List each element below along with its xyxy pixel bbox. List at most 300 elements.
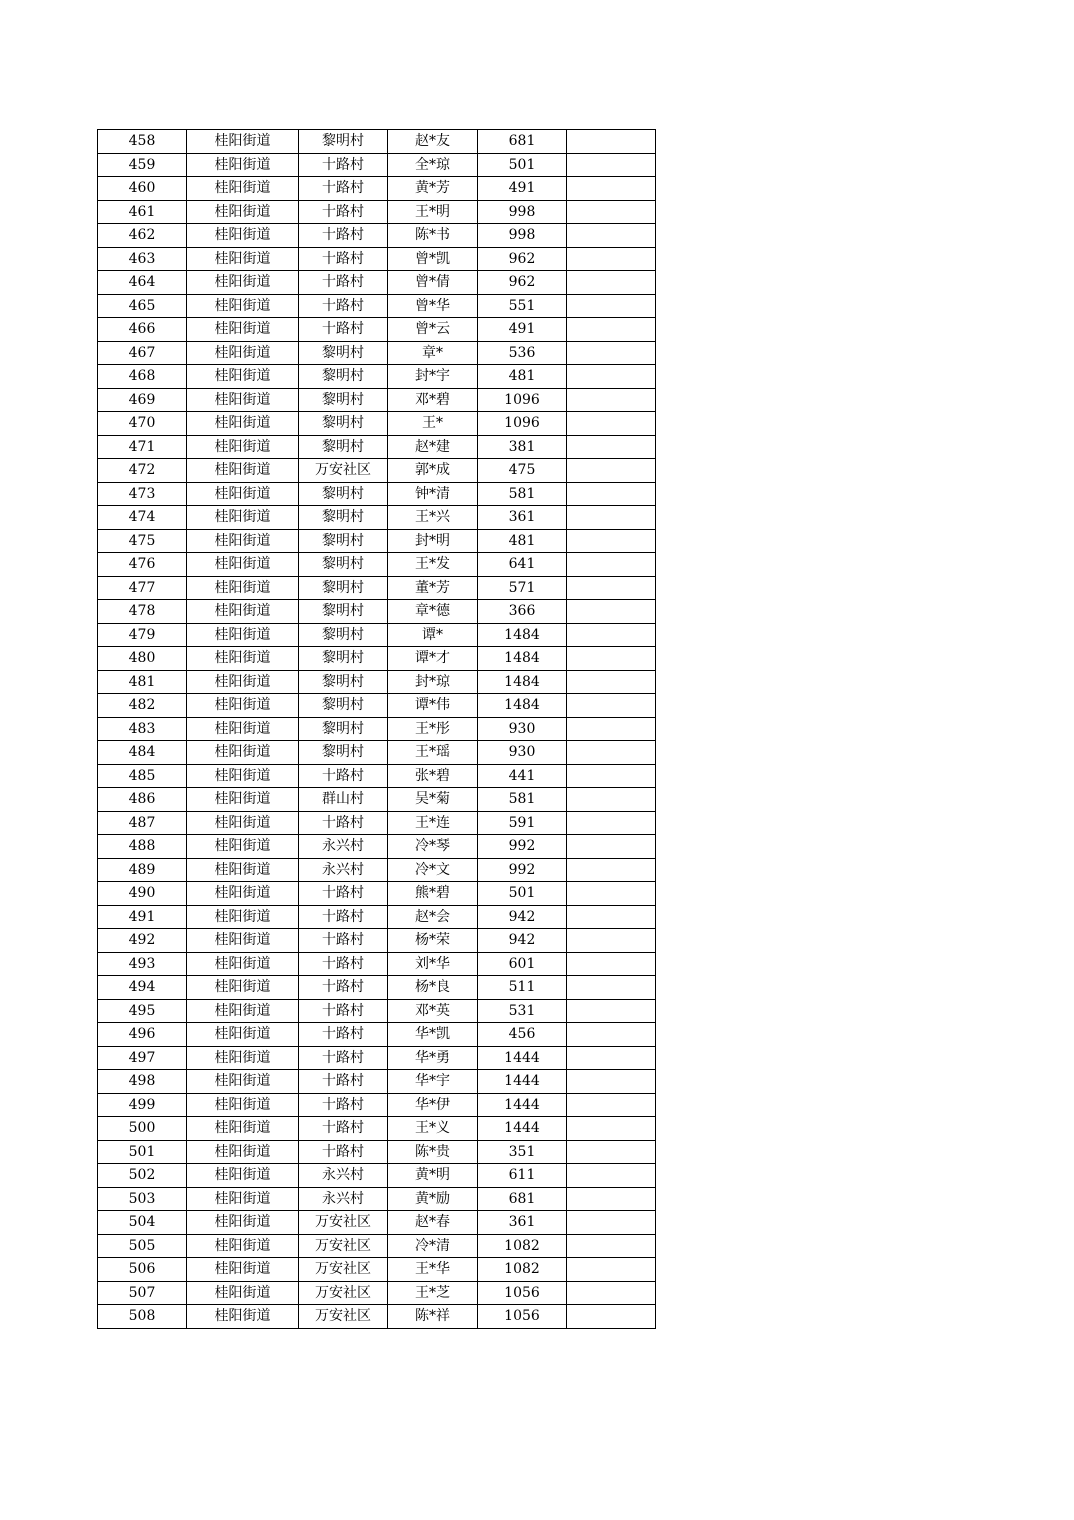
- cell-remark: [567, 858, 656, 882]
- cell-amount: 531: [478, 999, 567, 1023]
- cell-village: 十路村: [299, 976, 388, 1000]
- cell-remark: [567, 130, 656, 154]
- table-row: [98, 670, 656, 694]
- cell-village: 黎明村: [299, 529, 388, 553]
- cell-amount: 591: [478, 811, 567, 835]
- cell-amount: 611: [478, 1164, 567, 1188]
- cell-remark: [567, 741, 656, 765]
- table-row: [98, 1281, 656, 1305]
- cell-amount: 536: [478, 341, 567, 365]
- cell-village: 黎明村: [299, 647, 388, 671]
- cell-subdistrict: 桂阳街道: [187, 835, 299, 859]
- cell-name: 王*义: [388, 1117, 478, 1141]
- cell-name: 王*彤: [388, 717, 478, 741]
- cell-index: 506: [98, 1258, 187, 1282]
- cell-name: 杨*荣: [388, 929, 478, 953]
- cell-remark: [567, 1046, 656, 1070]
- cell-index: 492: [98, 929, 187, 953]
- cell-name: 赵*会: [388, 905, 478, 929]
- cell-index: 487: [98, 811, 187, 835]
- cell-village: 十路村: [299, 200, 388, 224]
- cell-index: 500: [98, 1117, 187, 1141]
- cell-index: 485: [98, 764, 187, 788]
- cell-amount: 962: [478, 271, 567, 295]
- table-row: [98, 647, 656, 671]
- cell-index: 484: [98, 741, 187, 765]
- cell-subdistrict: 桂阳街道: [187, 1305, 299, 1329]
- cell-amount: 1444: [478, 1046, 567, 1070]
- cell-index: 466: [98, 318, 187, 342]
- cell-index: 462: [98, 224, 187, 248]
- table-row: [98, 835, 656, 859]
- cell-village: 十路村: [299, 247, 388, 271]
- cell-name: 邓*碧: [388, 388, 478, 412]
- cell-village: 永兴村: [299, 858, 388, 882]
- cell-village: 十路村: [299, 952, 388, 976]
- cell-subdistrict: 桂阳街道: [187, 247, 299, 271]
- cell-index: 481: [98, 670, 187, 694]
- table-row: [98, 999, 656, 1023]
- cell-village: 永兴村: [299, 1164, 388, 1188]
- cell-village: 十路村: [299, 1046, 388, 1070]
- cell-name: 熊*碧: [388, 882, 478, 906]
- cell-remark: [567, 1164, 656, 1188]
- cell-index: 501: [98, 1140, 187, 1164]
- cell-amount: 366: [478, 600, 567, 624]
- cell-index: 463: [98, 247, 187, 271]
- cell-village: 黎明村: [299, 506, 388, 530]
- cell-amount: 571: [478, 576, 567, 600]
- cell-remark: [567, 1187, 656, 1211]
- cell-subdistrict: 桂阳街道: [187, 153, 299, 177]
- cell-remark: [567, 247, 656, 271]
- cell-index: 502: [98, 1164, 187, 1188]
- cell-amount: 992: [478, 858, 567, 882]
- cell-amount: 1484: [478, 623, 567, 647]
- cell-amount: 441: [478, 764, 567, 788]
- cell-remark: [567, 929, 656, 953]
- cell-remark: [567, 882, 656, 906]
- cell-index: 493: [98, 952, 187, 976]
- cell-remark: [567, 412, 656, 436]
- cell-name: 冷*清: [388, 1234, 478, 1258]
- cell-index: 496: [98, 1023, 187, 1047]
- cell-amount: 491: [478, 177, 567, 201]
- cell-village: 黎明村: [299, 435, 388, 459]
- cell-remark: [567, 459, 656, 483]
- cell-remark: [567, 365, 656, 389]
- cell-subdistrict: 桂阳街道: [187, 600, 299, 624]
- cell-index: 465: [98, 294, 187, 318]
- cell-subdistrict: 桂阳街道: [187, 1187, 299, 1211]
- cell-remark: [567, 952, 656, 976]
- cell-index: 499: [98, 1093, 187, 1117]
- cell-index: 469: [98, 388, 187, 412]
- cell-amount: 581: [478, 788, 567, 812]
- table-row: [98, 341, 656, 365]
- cell-index: 461: [98, 200, 187, 224]
- table-row: [98, 247, 656, 271]
- table-row: [98, 576, 656, 600]
- cell-subdistrict: 桂阳街道: [187, 482, 299, 506]
- table-row: [98, 130, 656, 154]
- cell-subdistrict: 桂阳街道: [187, 670, 299, 694]
- cell-index: 459: [98, 153, 187, 177]
- table-row: [98, 882, 656, 906]
- cell-amount: 511: [478, 976, 567, 1000]
- cell-remark: [567, 318, 656, 342]
- cell-amount: 681: [478, 1187, 567, 1211]
- cell-subdistrict: 桂阳街道: [187, 435, 299, 459]
- table-row: [98, 694, 656, 718]
- table-row: [98, 623, 656, 647]
- cell-amount: 601: [478, 952, 567, 976]
- cell-name: 陈*贵: [388, 1140, 478, 1164]
- cell-remark: [567, 1305, 656, 1329]
- cell-remark: [567, 388, 656, 412]
- cell-subdistrict: 桂阳街道: [187, 506, 299, 530]
- cell-subdistrict: 桂阳街道: [187, 412, 299, 436]
- table-row: [98, 1117, 656, 1141]
- cell-name: 钟*清: [388, 482, 478, 506]
- cell-amount: 381: [478, 435, 567, 459]
- cell-village: 十路村: [299, 905, 388, 929]
- cell-name: 王*兴: [388, 506, 478, 530]
- cell-name: 王*瑶: [388, 741, 478, 765]
- cell-remark: [567, 623, 656, 647]
- cell-amount: 930: [478, 741, 567, 765]
- cell-name: 王*发: [388, 553, 478, 577]
- table-row: [98, 1093, 656, 1117]
- cell-subdistrict: 桂阳街道: [187, 200, 299, 224]
- table-row: [98, 1187, 656, 1211]
- cell-name: 赵*春: [388, 1211, 478, 1235]
- cell-village: 万安社区: [299, 1281, 388, 1305]
- cell-subdistrict: 桂阳街道: [187, 341, 299, 365]
- cell-remark: [567, 1140, 656, 1164]
- cell-subdistrict: 桂阳街道: [187, 929, 299, 953]
- cell-remark: [567, 177, 656, 201]
- cell-index: 507: [98, 1281, 187, 1305]
- table-row: [98, 1211, 656, 1235]
- cell-village: 群山村: [299, 788, 388, 812]
- cell-amount: 942: [478, 929, 567, 953]
- cell-village: 黎明村: [299, 741, 388, 765]
- cell-index: 470: [98, 412, 187, 436]
- cell-remark: [567, 482, 656, 506]
- cell-amount: 1082: [478, 1234, 567, 1258]
- cell-village: 黎明村: [299, 412, 388, 436]
- cell-amount: 681: [478, 130, 567, 154]
- cell-name: 冷*琴: [388, 835, 478, 859]
- cell-subdistrict: 桂阳街道: [187, 999, 299, 1023]
- cell-remark: [567, 1070, 656, 1094]
- cell-amount: 1082: [478, 1258, 567, 1282]
- table-row: [98, 952, 656, 976]
- cell-remark: [567, 670, 656, 694]
- cell-remark: [567, 553, 656, 577]
- table-row: [98, 811, 656, 835]
- cell-name: 华*勇: [388, 1046, 478, 1070]
- cell-village: 黎明村: [299, 694, 388, 718]
- cell-name: 董*芳: [388, 576, 478, 600]
- cell-remark: [567, 506, 656, 530]
- cell-amount: 581: [478, 482, 567, 506]
- cell-remark: [567, 271, 656, 295]
- cell-remark: [567, 811, 656, 835]
- cell-amount: 1444: [478, 1093, 567, 1117]
- cell-index: 505: [98, 1234, 187, 1258]
- cell-village: 黎明村: [299, 600, 388, 624]
- cell-remark: [567, 1023, 656, 1047]
- cell-remark: [567, 224, 656, 248]
- cell-village: 十路村: [299, 318, 388, 342]
- cell-subdistrict: 桂阳街道: [187, 576, 299, 600]
- cell-remark: [567, 905, 656, 929]
- cell-remark: [567, 435, 656, 459]
- cell-index: 475: [98, 529, 187, 553]
- cell-amount: 1056: [478, 1305, 567, 1329]
- cell-index: 460: [98, 177, 187, 201]
- table-row: [98, 1164, 656, 1188]
- cell-amount: 1444: [478, 1117, 567, 1141]
- cell-village: 十路村: [299, 882, 388, 906]
- cell-village: 十路村: [299, 1093, 388, 1117]
- cell-name: 章*: [388, 341, 478, 365]
- cell-index: 508: [98, 1305, 187, 1329]
- cell-village: 永兴村: [299, 1187, 388, 1211]
- cell-subdistrict: 桂阳街道: [187, 623, 299, 647]
- cell-name: 郭*成: [388, 459, 478, 483]
- cell-village: 黎明村: [299, 717, 388, 741]
- cell-village: 黎明村: [299, 670, 388, 694]
- cell-amount: 1096: [478, 388, 567, 412]
- cell-name: 章*德: [388, 600, 478, 624]
- cell-amount: 1096: [478, 412, 567, 436]
- cell-name: 王*芝: [388, 1281, 478, 1305]
- cell-index: 477: [98, 576, 187, 600]
- cell-name: 陈*书: [388, 224, 478, 248]
- cell-amount: 998: [478, 224, 567, 248]
- cell-remark: [567, 200, 656, 224]
- cell-name: 吴*菊: [388, 788, 478, 812]
- cell-amount: 1484: [478, 647, 567, 671]
- cell-name: 谭*: [388, 623, 478, 647]
- table-row: [98, 177, 656, 201]
- cell-remark: [567, 576, 656, 600]
- cell-amount: 942: [478, 905, 567, 929]
- cell-village: 万安社区: [299, 1211, 388, 1235]
- cell-index: 498: [98, 1070, 187, 1094]
- cell-subdistrict: 桂阳街道: [187, 271, 299, 295]
- cell-village: 黎明村: [299, 365, 388, 389]
- table-row: [98, 294, 656, 318]
- cell-subdistrict: 桂阳街道: [187, 1164, 299, 1188]
- cell-subdistrict: 桂阳街道: [187, 952, 299, 976]
- table-row: [98, 388, 656, 412]
- cell-village: 黎明村: [299, 553, 388, 577]
- cell-subdistrict: 桂阳街道: [187, 741, 299, 765]
- table-row: [98, 224, 656, 248]
- cell-village: 十路村: [299, 294, 388, 318]
- cell-amount: 475: [478, 459, 567, 483]
- table-row: [98, 412, 656, 436]
- cell-village: 万安社区: [299, 1305, 388, 1329]
- cell-index: 491: [98, 905, 187, 929]
- cell-name: 曾*华: [388, 294, 478, 318]
- table-row: [98, 600, 656, 624]
- cell-name: 王*明: [388, 200, 478, 224]
- table-row: [98, 741, 656, 765]
- cell-amount: 930: [478, 717, 567, 741]
- cell-subdistrict: 桂阳街道: [187, 788, 299, 812]
- cell-name: 曾*凯: [388, 247, 478, 271]
- cell-village: 万安社区: [299, 1258, 388, 1282]
- cell-village: 十路村: [299, 929, 388, 953]
- cell-subdistrict: 桂阳街道: [187, 1070, 299, 1094]
- cell-subdistrict: 桂阳街道: [187, 130, 299, 154]
- cell-subdistrict: 桂阳街道: [187, 1023, 299, 1047]
- cell-index: 494: [98, 976, 187, 1000]
- table-row: [98, 1258, 656, 1282]
- cell-name: 谭*伟: [388, 694, 478, 718]
- cell-subdistrict: 桂阳街道: [187, 694, 299, 718]
- cell-name: 张*碧: [388, 764, 478, 788]
- cell-index: 473: [98, 482, 187, 506]
- cell-subdistrict: 桂阳街道: [187, 388, 299, 412]
- cell-remark: [567, 694, 656, 718]
- cell-index: 486: [98, 788, 187, 812]
- cell-index: 483: [98, 717, 187, 741]
- cell-index: 476: [98, 553, 187, 577]
- cell-remark: [567, 647, 656, 671]
- table-row: [98, 1140, 656, 1164]
- cell-village: 十路村: [299, 1023, 388, 1047]
- cell-remark: [567, 294, 656, 318]
- table-row: [98, 459, 656, 483]
- cell-index: 489: [98, 858, 187, 882]
- cell-amount: 1484: [478, 670, 567, 694]
- cell-name: 冷*文: [388, 858, 478, 882]
- cell-amount: 551: [478, 294, 567, 318]
- cell-name: 刘*华: [388, 952, 478, 976]
- cell-village: 十路村: [299, 1140, 388, 1164]
- cell-amount: 1056: [478, 1281, 567, 1305]
- cell-subdistrict: 桂阳街道: [187, 529, 299, 553]
- cell-village: 黎明村: [299, 576, 388, 600]
- cell-name: 全*琼: [388, 153, 478, 177]
- cell-village: 黎明村: [299, 482, 388, 506]
- table-row: [98, 858, 656, 882]
- table-row: [98, 717, 656, 741]
- cell-subdistrict: 桂阳街道: [187, 717, 299, 741]
- cell-village: 十路村: [299, 224, 388, 248]
- cell-amount: 456: [478, 1023, 567, 1047]
- data-table: [97, 129, 656, 1329]
- cell-name: 曾*倩: [388, 271, 478, 295]
- cell-village: 十路村: [299, 811, 388, 835]
- table-row: [98, 1305, 656, 1329]
- cell-subdistrict: 桂阳街道: [187, 1140, 299, 1164]
- cell-amount: 962: [478, 247, 567, 271]
- table-row: [98, 365, 656, 389]
- cell-village: 黎明村: [299, 130, 388, 154]
- cell-amount: 992: [478, 835, 567, 859]
- cell-subdistrict: 桂阳街道: [187, 1046, 299, 1070]
- cell-village: 十路村: [299, 764, 388, 788]
- cell-remark: [567, 529, 656, 553]
- cell-amount: 361: [478, 1211, 567, 1235]
- cell-index: 503: [98, 1187, 187, 1211]
- cell-village: 黎明村: [299, 388, 388, 412]
- cell-village: 十路村: [299, 1117, 388, 1141]
- cell-subdistrict: 桂阳街道: [187, 858, 299, 882]
- cell-remark: [567, 1281, 656, 1305]
- table-row: [98, 976, 656, 1000]
- table-row: [98, 1234, 656, 1258]
- cell-name: 华*凯: [388, 1023, 478, 1047]
- cell-remark: [567, 341, 656, 365]
- cell-village: 十路村: [299, 271, 388, 295]
- cell-index: 472: [98, 459, 187, 483]
- cell-village: 黎明村: [299, 341, 388, 365]
- cell-name: 黄*芳: [388, 177, 478, 201]
- cell-amount: 641: [478, 553, 567, 577]
- table-row: [98, 929, 656, 953]
- cell-name: 王*: [388, 412, 478, 436]
- cell-index: 468: [98, 365, 187, 389]
- cell-village: 十路村: [299, 1070, 388, 1094]
- table-row: [98, 482, 656, 506]
- cell-remark: [567, 999, 656, 1023]
- cell-amount: 491: [478, 318, 567, 342]
- cell-name: 杨*良: [388, 976, 478, 1000]
- cell-amount: 501: [478, 882, 567, 906]
- cell-amount: 481: [478, 529, 567, 553]
- table-body: [98, 130, 656, 1329]
- cell-name: 赵*建: [388, 435, 478, 459]
- cell-village: 万安社区: [299, 1234, 388, 1258]
- table-row: [98, 1070, 656, 1094]
- table-row: [98, 553, 656, 577]
- cell-index: 482: [98, 694, 187, 718]
- cell-subdistrict: 桂阳街道: [187, 1211, 299, 1235]
- cell-subdistrict: 桂阳街道: [187, 1258, 299, 1282]
- table-row: [98, 435, 656, 459]
- cell-remark: [567, 1211, 656, 1235]
- table-row: [98, 1046, 656, 1070]
- table-row: [98, 529, 656, 553]
- cell-subdistrict: 桂阳街道: [187, 764, 299, 788]
- cell-subdistrict: 桂阳街道: [187, 976, 299, 1000]
- cell-index: 495: [98, 999, 187, 1023]
- cell-amount: 481: [478, 365, 567, 389]
- cell-index: 458: [98, 130, 187, 154]
- cell-amount: 501: [478, 153, 567, 177]
- cell-subdistrict: 桂阳街道: [187, 294, 299, 318]
- cell-remark: [567, 835, 656, 859]
- cell-remark: [567, 1093, 656, 1117]
- cell-amount: 351: [478, 1140, 567, 1164]
- table-row: [98, 318, 656, 342]
- cell-remark: [567, 1234, 656, 1258]
- cell-index: 480: [98, 647, 187, 671]
- cell-subdistrict: 桂阳街道: [187, 647, 299, 671]
- cell-name: 谭*才: [388, 647, 478, 671]
- cell-name: 王*华: [388, 1258, 478, 1282]
- cell-name: 华*伊: [388, 1093, 478, 1117]
- cell-subdistrict: 桂阳街道: [187, 1281, 299, 1305]
